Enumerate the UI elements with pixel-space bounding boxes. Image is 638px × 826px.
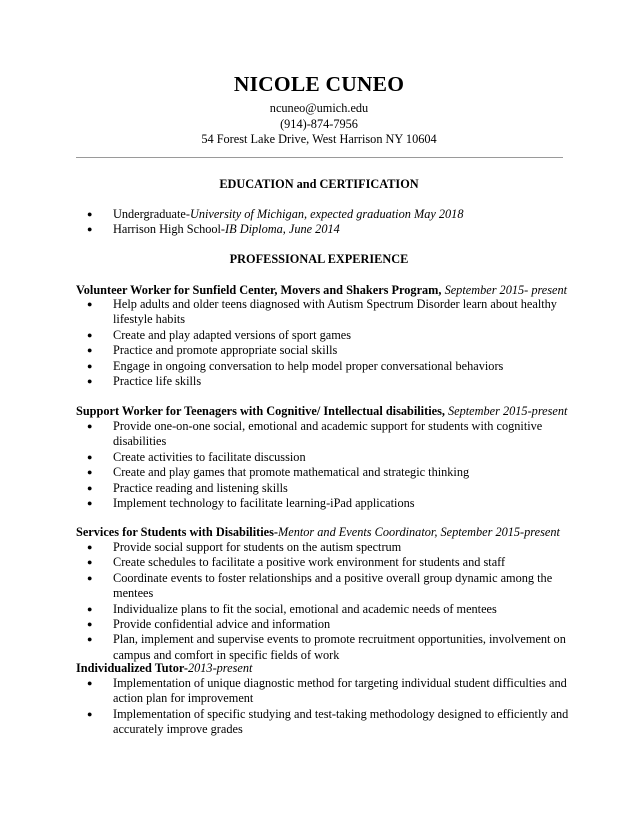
bullet-icon: ●	[87, 451, 93, 462]
email: ncuneo@umich.edu	[269, 101, 369, 115]
bullet-icon: ●	[87, 678, 93, 688]
applicant-name: NICOLE CUNEO	[233, 72, 405, 96]
list-item: ● Implement technology to facilitate learning-iPad applications	[87, 496, 415, 511]
list-item: ● Provide social support for students on the autism spectrum	[87, 540, 402, 554]
job-bullets	[76, 540, 576, 663]
job-bullets	[76, 297, 576, 389]
bullet-icon: ●	[87, 557, 93, 568]
bullet-icon: ●	[87, 572, 93, 583]
list-item: ● Create schedules to facilitate a positive work environment for students and staff	[87, 555, 506, 570]
education-list	[76, 207, 576, 238]
bullet-icon: ●	[87, 345, 93, 356]
bullet-icon: ●	[87, 634, 93, 645]
bullet-icon: ●	[87, 498, 93, 509]
bullet-icon: ●	[87, 299, 93, 309]
job-bullets	[76, 676, 576, 738]
list-item: ● Implementation of unique diagnostic method for targeting individual student difficulties and action plan for improvement	[87, 676, 567, 706]
job-heading: Support Worker for Teenagers with Cognitive/ Intellectual disabilities, September 2015-present	[76, 404, 568, 418]
bullet-icon: ●	[87, 603, 93, 614]
bullet-icon: ●	[87, 360, 93, 371]
list-item: ● Coordinate events to foster relationships and a positive overall group dynamic among the mentees	[87, 570, 553, 601]
list-item: ● Create activities to facilitate discussion	[87, 449, 306, 464]
list-item: ● Practice reading and listening skills	[87, 480, 288, 495]
list-item: ● Provide confidential advice and information	[87, 617, 331, 632]
list-item: ● Undergraduate-University of Michigan, expected graduation May 2018	[87, 207, 464, 221]
list-item: ● Harrison High School-IB Diploma, June 2014	[87, 222, 340, 237]
list-item: ● Provide one-on-one social, emotional and academic support for students with cognitive disabilities	[87, 419, 543, 449]
bullet-icon: ●	[87, 708, 93, 719]
section-title-education: EDUCATION and CERTIFICATION	[219, 177, 419, 191]
address: 54 Forest Lake Drive, West Harrison NY 10604	[201, 132, 437, 146]
list-item: ● Practice and promote appropriate social skills	[87, 343, 338, 358]
list-item: ● Help adults and older teens diagnosed with Autism Spectrum Disorder learn about healthy lifestyle habits	[87, 297, 557, 327]
job-heading: Volunteer Worker for Sunfield Center, Movers and Shakers Program, September 2015- present	[76, 283, 568, 297]
bullet-icon: ●	[87, 467, 93, 478]
list-item: ● Create and play adapted versions of sport games	[87, 327, 352, 342]
list-item: ● Practice life skills	[87, 374, 202, 389]
job-heading: Services for Students with Disabilities-Mentor and Events Coordinator, September 2015-present	[76, 525, 560, 539]
bullet-icon: ●	[87, 224, 93, 235]
bullet-icon: ●	[87, 482, 93, 493]
phone: (914)-874-7956	[280, 117, 358, 131]
bullet-icon: ●	[87, 376, 93, 387]
list-item: ● Create and play games that promote mathematical and strategic thinking	[87, 465, 470, 480]
header-divider	[76, 157, 563, 158]
job-bullets	[76, 419, 576, 511]
bullet-icon: ●	[87, 619, 93, 630]
list-item: ● Implementation of specific studying and test-taking methodology designed to efficiently and accurately improve grades	[87, 706, 569, 737]
bullet-icon: ●	[87, 209, 93, 219]
bullet-icon: ●	[87, 329, 93, 340]
job-heading: Individualized Tutor-2013-present	[76, 661, 253, 675]
bullet-icon: ●	[87, 421, 93, 431]
list-item: ● Plan, implement and supervise events to promote recruitment opportunities, involvement on campus and comfort in specific fields of work	[87, 632, 566, 662]
bullet-icon: ●	[87, 542, 93, 552]
list-item: ● Engage in ongoing conversation to help model proper conversational behaviors	[87, 358, 504, 373]
section-title-experience: PROFESSIONAL EXPERIENCE	[229, 252, 409, 266]
list-item: ● Individualize plans to fit the social, emotional and academic needs of mentees	[87, 601, 497, 616]
